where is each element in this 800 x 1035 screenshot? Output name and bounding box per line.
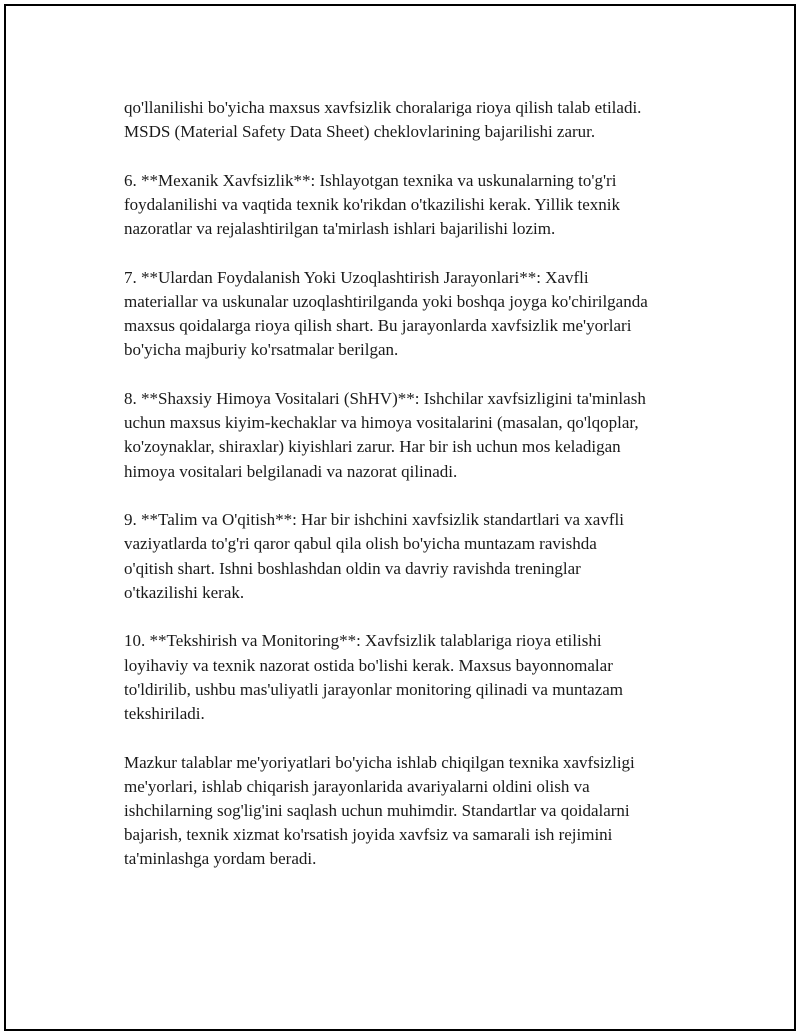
- document-body: [124, 96, 699, 896]
- page-border: [4, 4, 796, 1031]
- paragraph-removal-processes: 7. **Ulardan Foydalanish Yoki Uzoqlashtirish Jarayonlari**: Xavfli materiallar va uskunalar uzoqlashtirilganda yoki boshqa joyga ko'chirilganda maxsus qoidalarga rioya qilish shart. Bu jarayonlarda xavfsizlik me'yorlari bo'yicha majburiy ko'rsatmalar berilgan.: [124, 267, 648, 360]
- paragraph-personal-protective-equipment: 8. **Shaxsiy Himoya Vositalari (ShHV)**: Ishchilar xavfsizligini ta'minlash uchun maxsus kiyim-kechaklar va himoya vositalarini (masalan, qo'lqoplar, ko'zoynaklar, shiraxlar) kiyishlari zarur. Har bir ish uchun mos keladigan himoya vositalari belgilanadi va nazorat qilinadi.: [124, 389, 646, 481]
- paragraph-msds-note: qo'llanilishi bo'yicha maxsus xavfsizlik choralariga rioya qilish talab etiladi. MSDS (Material Safety Data Sheet) cheklovlarining bajarilishi zarur.: [124, 98, 642, 142]
- paragraph-inspection-monitoring: 10. **Tekshirish va Monitoring**: Xavfsizlik talablariga rioya etilishi loyihaviy va texnik nazorat ostida bo'lishi kerak. Maxsus bayonnomalar to'ldirilib, ushbu mas'uliyatli jarayonlar monitoring qilinadi va muntazam tekshiriladi.: [124, 631, 624, 724]
- paragraph-mechanical-safety: 6. **Mexanik Xavfsizlik**: Ishlayotgan texnika va uskunalarning to'g'ri foydalanilishi va vaqtida texnik ko'rikdan o'tkazilishi kerak. Yillik texnik nazoratlar va rejalashtirilgan ta'mirlash ishlari bajarilishi lozim.: [124, 170, 621, 239]
- paragraph-training: 9. **Talim va O'qitish**: Har bir ishchini xavfsizlik standartlari va xavfli vaziyatlarda to'g'ri qaror qabul qila olish bo'yicha muntazam ravishda o'qitish shart. Ishni boshlashdan oldin va davriy ravishda treninglar o'tkazilishi kerak.: [124, 510, 624, 602]
- paragraph-conclusion: Mazkur talablar me'yoriyatlari bo'yicha ishlab chiqilgan texnika xavfsizligi me'yorlari, ishlab chiqarish jarayonlarida avariyalarni oldini olish va ishchilarning sog'lig'ini saqlash uchun muhimdir. Standartlar va qoidalarni bajarish, texnik xizmat ko'rsatish joyida xavfsiz va samarali ish rejimini ta'minlashga yordam beradi.: [124, 752, 635, 869]
